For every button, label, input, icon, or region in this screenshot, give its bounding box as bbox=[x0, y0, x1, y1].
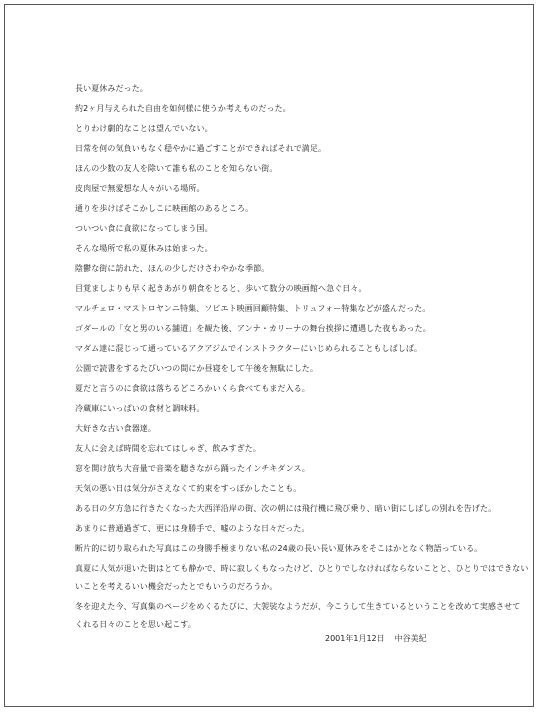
text-line: くれる日々のことを思い起こす。 bbox=[75, 620, 196, 629]
text-line: ある日の夕方急に行きたくなった大西洋沿岸の街、次の朝には飛行機に飛び乗り、暗い街にしばしの別れを告げた。 bbox=[75, 504, 497, 513]
text-line: あまりに普通過ぎて、更には身勝手で、嘘のような日々だった。 bbox=[75, 524, 310, 533]
text-line: そんな場所で私の夏休みは始まった。 bbox=[75, 244, 213, 253]
text-line: 天気の悪い日は気分がさえなくて約束をすっぽかしたことも。 bbox=[75, 484, 302, 493]
text-line: ほんの少数の友人を除いて誰も私のことを知らない街。 bbox=[75, 164, 278, 173]
text-line: 夏だと言うのに食欲は落ちるどころかいくら食べてもまだ入る。 bbox=[75, 384, 310, 393]
date-text: 2001年1月12日 bbox=[325, 634, 385, 643]
signature-block bbox=[325, 633, 427, 644]
text-line: 断片的に切り取られた写真はこの身勝手極まりない私の24歳の長い長い夏休みをそこはかとなく物語っている。 bbox=[75, 544, 483, 553]
text-line: 真夏に人気が退いた街はとても静かで、時に寂しくもなったけど、ひとりでしなければならないことと、ひとりではできない bbox=[75, 564, 529, 573]
text-line: 友人に会えば時間を忘れてはしゃぎ、飲みすぎた。 bbox=[75, 444, 261, 453]
text-line: 約2ヶ月与えられた自由を如何様に使うか考えものだった。 bbox=[75, 104, 291, 113]
author-name: 中谷美紀 bbox=[394, 634, 427, 643]
text-line: 冬を迎えた今、写真集のページをめくるたびに、大袈裟なようだが、今こうして生きているということを改めて実感させて bbox=[75, 602, 521, 611]
text-line: 通りを歩けばそこかしこに映画館のあるところ。 bbox=[75, 204, 254, 213]
text-line: ゴダールの「女と男のいる舗道」を観た後、アンナ・カリーナの舞台挨拶に遭遇した夜もあった。 bbox=[75, 324, 431, 333]
text-line: 日常を何の気負いもなく穏やかに過ごすことができればそれで満足。 bbox=[75, 144, 327, 153]
text-line: 陰鬱な街に訪れた、ほんの少しだけさわやかな季節。 bbox=[75, 264, 270, 273]
page-frame bbox=[4, 4, 534, 707]
text-line: 皮肉屋で無愛想な人々がいる場所。 bbox=[75, 184, 205, 193]
text-line: ついつい食に貪欲になってしまう国。 bbox=[75, 224, 213, 233]
text-line: 窓を開け放ち大音量で音楽を聴きながら踊ったインチキダンス。 bbox=[75, 464, 310, 473]
document-body bbox=[75, 83, 529, 639]
text-line: マダム達に混じって通っているアクアジムでインストラクターにいじめられることもしばしば。 bbox=[75, 344, 423, 353]
text-line: 目覚ましよりも早く起きあがり朝食をとると、歩いて数分の映画館へ急ぐ日々。 bbox=[75, 284, 367, 293]
text-line: とりわけ劇的なことは望んでいない。 bbox=[75, 124, 213, 133]
text-line: 冷蔵庫にいっぱいの食材と調味料。 bbox=[75, 404, 205, 413]
text-line: 公園で読書をするたびいつの間にか昼寝をして午後を無駄にした。 bbox=[75, 364, 318, 373]
text-line: いことを考えるいい機会だったとでもいうのだろうか。 bbox=[75, 582, 278, 591]
text-line: 大好きな古い食器達。 bbox=[75, 424, 156, 433]
text-line: 長い夏休みだった。 bbox=[75, 84, 148, 93]
text-line: マルチェロ・マストロヤンニ特集、ソビエト映画回顧特集、トリュフォー特集などが盛んだった。 bbox=[75, 304, 431, 313]
